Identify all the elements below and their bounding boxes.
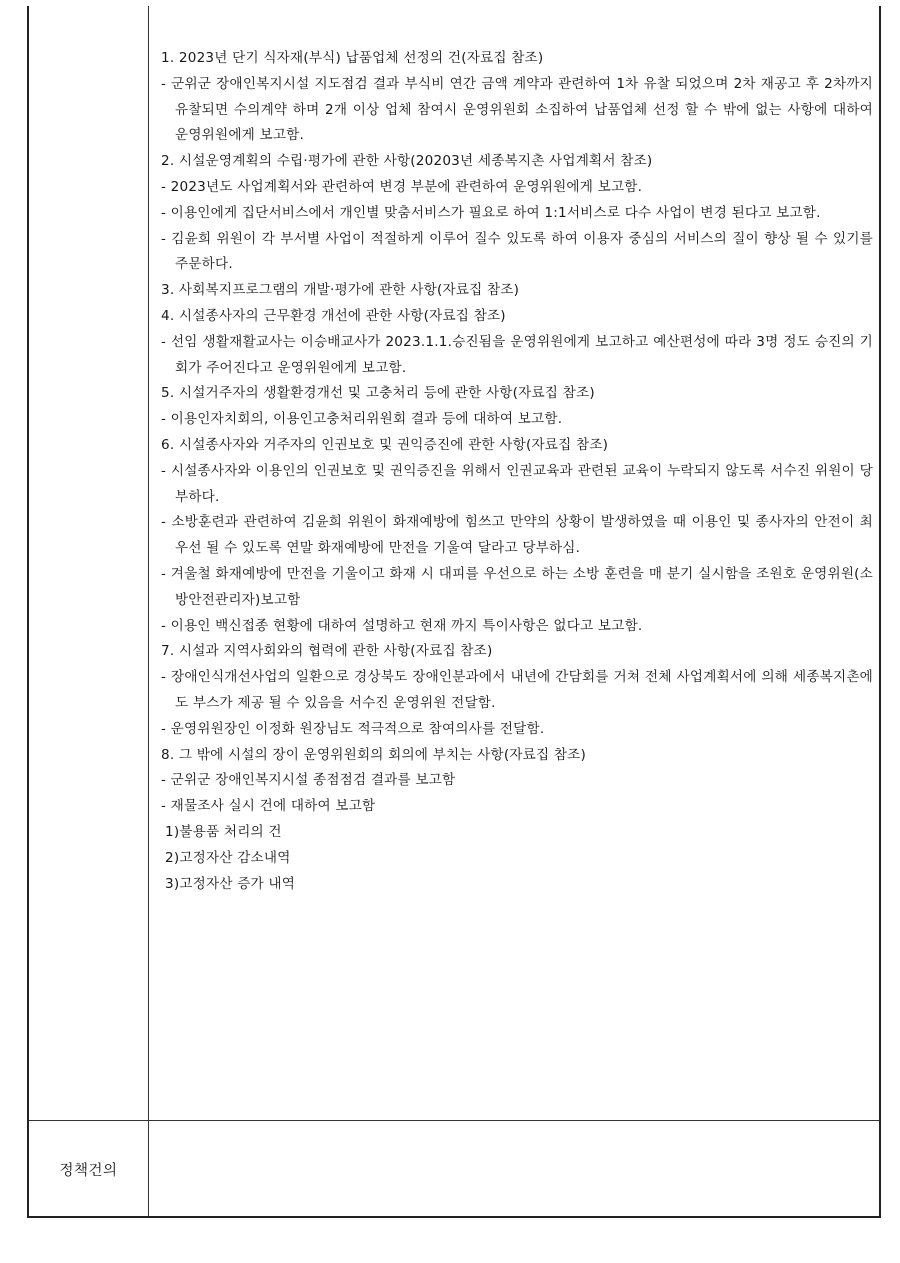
agenda-content xyxy=(161,46,873,897)
agenda-heading: 7. 시설과 지역사회와의 협력에 관한 사항(자료집 참조) xyxy=(161,643,493,660)
agenda-heading: 5. 시설거주자의 생활환경개선 및 고충처리 등에 관한 사항(자료집 참조) xyxy=(161,385,595,402)
agenda-bullet: - 이용인에게 집단서비스에서 개인별 맞춤서비스가 필요로 하여 1:1서비스로 다수 사업이 변경 된다고 보고함. xyxy=(161,204,821,221)
row-divider xyxy=(29,1120,879,1121)
policy-proposal-label: 정책건의 xyxy=(59,1162,118,1179)
agenda-bullet: - 군위군 장애인복지시설 종점점검 결과를 보고함 xyxy=(161,772,456,789)
agenda-subitem: 2)고정자산 감소내역 xyxy=(165,849,291,866)
agenda-heading: 1. 2023년 단기 식자재(부식) 납품업체 선정의 건(자료집 참조) xyxy=(161,50,544,66)
column-divider xyxy=(148,6,149,1216)
agenda-bullet: - 재물조사 실시 건에 대하여 보고함 xyxy=(161,798,376,815)
agenda-subitem: 3)고정자산 증가 내역 xyxy=(165,875,296,892)
agenda-heading: 8. 그 밖에 시설의 장이 운영위원회의 회의에 부치는 사항(자료집 참조) xyxy=(161,746,587,763)
agenda-heading: 4. 시설종사자의 근무환경 개선에 관한 사항(자료집 참조) xyxy=(161,307,506,324)
agenda-bullet: - 군위군 장애인복지시설 지도점검 결과 부식비 연간 금액 계약과 관련하여 1차 유찰 되었으며 2차 재공고 후 2차까지 유찰되면 수의계약 하며 2개 이상 업체 참여시 운영위원회 소집하여 납품업체 선정 할 수 밖에 없는 사항에 대하여 운영위원에게 보고함. xyxy=(161,75,873,144)
agenda-bullet: - 2023년도 사업계획서와 관련하여 변경 부분에 관련하여 운영위원에게 보고함. xyxy=(161,178,643,195)
agenda-bullet: - 선임 생활재활교사는 이승배교사가 2023.1.1.승진됨을 운영위원에게 보고하고 예산편성에 따라 3명 정도 승진의 기회가 주어진다고 운영위원에게 보고함. xyxy=(161,333,873,376)
agenda-bullet: - 시설종사자와 이용인의 인권보호 및 권익증진을 위해서 인권교육과 관련된 교육이 누락되지 않도록 서수진 위원이 당부하다. xyxy=(161,462,873,505)
agenda-bullet: - 운영위원장인 이정화 원장님도 적극적으로 참여의사를 전달함. xyxy=(161,720,545,737)
agenda-heading: 2. 시설운영계획의 수립·평가에 관한 사항(20203년 세종복지촌 사업계획서 참조) xyxy=(161,153,653,170)
minutes-table xyxy=(27,6,881,1218)
agenda-heading: 3. 사회복지프로그램의 개발·평가에 관한 사항(자료집 참조) xyxy=(161,282,520,299)
agenda-bullet: - 김윤희 위원이 각 부서별 사업이 적절하게 이루어 질수 있도록 하여 이용자 중심의 서비스의 질이 향상 될 수 있기를 주문하다. xyxy=(161,230,873,273)
agenda-bullet: - 이용인 백신접종 현황에 대하여 설명하고 현재 까지 특이사항은 없다고 보고함. xyxy=(161,617,643,634)
agenda-bullet: - 소방훈련과 관련하여 김윤희 위원이 화재예방에 힘쓰고 만약의 상황이 발생하였을 때 이용인 및 종사자의 안전이 최우선 될 수 있도록 연말 화재예방에 만전을 기울여 달라고 당부하심. xyxy=(161,514,873,557)
agenda-bullet: - 장애인식개선사업의 일환으로 경상북도 장애인분과에서 내년에 간담회를 거쳐 전체 사업계획서에 의해 세종복지촌에도 부스가 제공 될 수 있음을 서수진 운영위원 전달함. xyxy=(161,669,873,711)
agenda-bullet: - 이용인자치회의, 이용인고충처리위원회 결과 등에 대하여 보고함. xyxy=(161,411,563,428)
agenda-bullet: - 겨울철 화재예방에 만전을 기울이고 화재 시 대피를 우선으로 하는 소방 훈련을 매 분기 실시함을 조원호 운영위원(소방안전관리자)보고함 xyxy=(161,565,873,608)
agenda-heading: 6. 시설종사자와 거주자의 인권보호 및 권익증진에 관한 사항(자료집 참조) xyxy=(161,436,609,453)
agenda-subitem: 1)불용품 처리의 건 xyxy=(165,823,282,840)
